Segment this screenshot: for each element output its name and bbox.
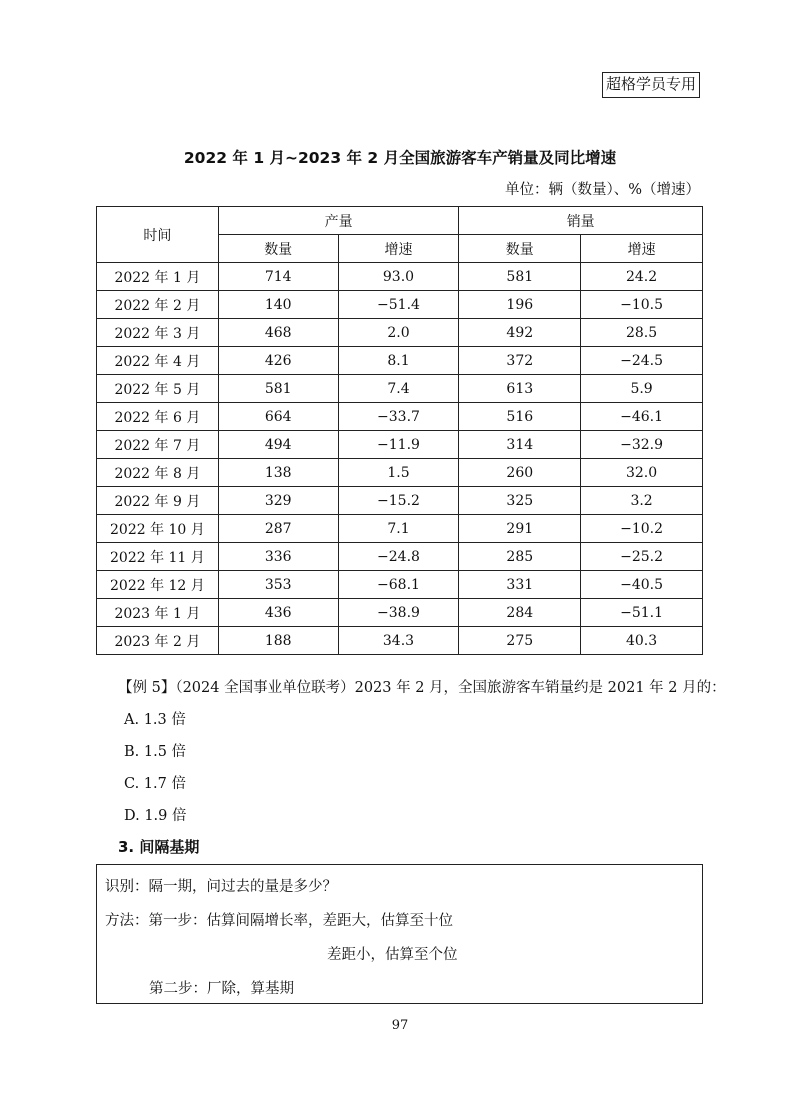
cell-production-growth: −24.8 <box>338 543 459 571</box>
cell-production-qty: 664 <box>218 403 338 431</box>
cell-sales-growth: 28.5 <box>581 319 703 347</box>
cell-sales-qty: 492 <box>459 319 581 347</box>
cell-sales-growth: −40.5 <box>581 571 703 599</box>
header-production: 产量 <box>218 207 459 235</box>
cell-production-growth: 93.0 <box>338 263 459 291</box>
table-row <box>97 459 703 487</box>
cell-sales-qty: 284 <box>459 599 581 627</box>
cell-sales-qty: 291 <box>459 515 581 543</box>
cell-time: 2022 年 5 月 <box>97 375 219 403</box>
cell-sales-qty: 613 <box>459 375 581 403</box>
cell-sales-qty: 325 <box>459 487 581 515</box>
cell-sales-growth: −25.2 <box>581 543 703 571</box>
subheader-production-qty: 数量 <box>218 235 338 263</box>
table-row <box>97 571 703 599</box>
cell-time: 2022 年 3 月 <box>97 319 219 347</box>
cell-sales-qty: 260 <box>459 459 581 487</box>
table-row <box>97 375 703 403</box>
cell-sales-qty: 285 <box>459 543 581 571</box>
method-line-step2: 第二步：厂除，算基期 <box>149 981 294 997</box>
cell-sales-qty: 516 <box>459 403 581 431</box>
cell-time: 2022 年 4 月 <box>97 347 219 375</box>
cell-time: 2022 年 9 月 <box>97 487 219 515</box>
cell-sales-growth: −10.2 <box>581 515 703 543</box>
cell-production-growth: 8.1 <box>338 347 459 375</box>
cell-time: 2023 年 1 月 <box>97 599 219 627</box>
method-line-step1: 方法：第一步：估算间隔增长率，差距大，估算至十位 <box>105 913 453 929</box>
data-table <box>96 206 703 655</box>
cell-production-qty: 581 <box>218 375 338 403</box>
unit-note: 单位：辆（数量）、%（增速） <box>504 182 700 198</box>
cell-time: 2022 年 6 月 <box>97 403 219 431</box>
cell-time: 2023 年 2 月 <box>97 627 219 655</box>
option-d: D. 1.9 倍 <box>124 808 187 824</box>
header-time: 时间 <box>97 207 219 263</box>
cell-production-qty: 138 <box>218 459 338 487</box>
cell-time: 2022 年 1 月 <box>97 263 219 291</box>
cell-sales-qty: 581 <box>459 263 581 291</box>
subheader-sales-growth: 增速 <box>581 235 703 263</box>
method-line-step1-sub: 差距小，估算至个位 <box>327 947 458 963</box>
header-sales: 销量 <box>459 207 703 235</box>
cell-production-qty: 329 <box>218 487 338 515</box>
table-row <box>97 515 703 543</box>
cell-production-qty: 426 <box>218 347 338 375</box>
cell-production-growth: 2.0 <box>338 319 459 347</box>
subheader-sales-qty: 数量 <box>459 235 581 263</box>
page-number: 97 <box>391 1018 409 1033</box>
cell-production-qty: 436 <box>218 599 338 627</box>
cell-sales-growth: −51.1 <box>581 599 703 627</box>
exclusive-badge: 超格学员专用 <box>602 72 700 98</box>
cell-time: 2022 年 7 月 <box>97 431 219 459</box>
table-row <box>97 291 703 319</box>
table-row <box>97 431 703 459</box>
cell-production-qty: 494 <box>218 431 338 459</box>
option-a: A. 1.3 倍 <box>124 712 186 728</box>
cell-production-growth: −51.4 <box>338 291 459 319</box>
cell-production-growth: 34.3 <box>338 627 459 655</box>
cell-time: 2022 年 2 月 <box>97 291 219 319</box>
method-line-identify: 识别：隔一期，问过去的量是多少？ <box>105 879 337 895</box>
method-box <box>96 864 703 1004</box>
table-row <box>97 347 703 375</box>
cell-production-qty: 140 <box>218 291 338 319</box>
table-row <box>97 487 703 515</box>
cell-sales-qty: 314 <box>459 431 581 459</box>
cell-sales-growth: 5.9 <box>581 375 703 403</box>
table-row <box>97 263 703 291</box>
table-row <box>97 599 703 627</box>
cell-production-qty: 287 <box>218 515 338 543</box>
cell-sales-growth: 24.2 <box>581 263 703 291</box>
cell-sales-growth: −10.5 <box>581 291 703 319</box>
cell-time: 2022 年 11 月 <box>97 543 219 571</box>
table-row <box>97 543 703 571</box>
cell-time: 2022 年 12 月 <box>97 571 219 599</box>
cell-production-growth: −11.9 <box>338 431 459 459</box>
cell-production-growth: −15.2 <box>338 487 459 515</box>
cell-sales-growth: −24.5 <box>581 347 703 375</box>
cell-production-qty: 714 <box>218 263 338 291</box>
table-title: 2022 年 1 月~2023 年 2 月全国旅游客车产销量及同比增速 <box>183 149 617 167</box>
cell-production-growth: 7.1 <box>338 515 459 543</box>
section-title: 3. 间隔基期 <box>118 838 200 856</box>
cell-production-qty: 353 <box>218 571 338 599</box>
cell-sales-qty: 331 <box>459 571 581 599</box>
cell-sales-growth: 32.0 <box>581 459 703 487</box>
table-row <box>97 627 703 655</box>
cell-sales-growth: −46.1 <box>581 403 703 431</box>
cell-production-growth: −33.7 <box>338 403 459 431</box>
cell-production-growth: −38.9 <box>338 599 459 627</box>
cell-production-qty: 336 <box>218 543 338 571</box>
cell-sales-growth: 40.3 <box>581 627 703 655</box>
cell-sales-growth: −32.9 <box>581 431 703 459</box>
question-stem: 【例 5】（2024 全国事业单位联考）2023 年 2 月，全国旅游客车销量约是 2021 年 2 月的： <box>118 680 726 696</box>
cell-time: 2022 年 8 月 <box>97 459 219 487</box>
cell-production-growth: 7.4 <box>338 375 459 403</box>
table-row <box>97 403 703 431</box>
option-b: B. 1.5 倍 <box>124 744 187 760</box>
cell-production-growth: 1.5 <box>338 459 459 487</box>
option-c: C. 1.7 倍 <box>124 776 186 792</box>
cell-time: 2022 年 10 月 <box>97 515 219 543</box>
cell-production-qty: 188 <box>218 627 338 655</box>
subheader-production-growth: 增速 <box>338 235 459 263</box>
cell-sales-growth: 3.2 <box>581 487 703 515</box>
cell-production-growth: −68.1 <box>338 571 459 599</box>
cell-sales-qty: 372 <box>459 347 581 375</box>
cell-sales-qty: 275 <box>459 627 581 655</box>
cell-production-qty: 468 <box>218 319 338 347</box>
cell-sales-qty: 196 <box>459 291 581 319</box>
table-row <box>97 319 703 347</box>
